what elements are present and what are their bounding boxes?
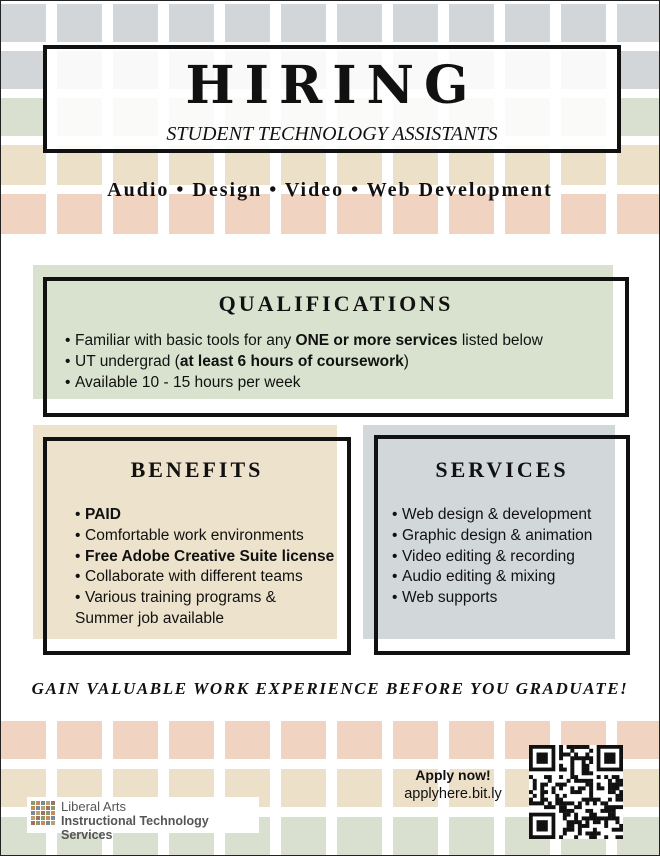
decorative-tile (281, 4, 326, 42)
decorative-tile (113, 721, 158, 759)
services-item-text: Web supports (402, 589, 498, 607)
bullet-icon: • (65, 352, 71, 370)
services-item (392, 547, 592, 568)
benefits-item (75, 609, 334, 630)
decorative-tile (57, 721, 102, 759)
benefits-item-text: Free Adobe Creative Suite license (85, 547, 335, 565)
benefits-item (75, 526, 334, 547)
benefits-box (43, 437, 351, 655)
qualifications-item-text: listed below (457, 332, 543, 349)
benefits-item (75, 505, 334, 526)
apply-now-label: Apply now! (415, 767, 491, 783)
decorative-tile (617, 98, 660, 136)
decorative-tile (1, 4, 46, 42)
decorative-tile (617, 769, 660, 807)
qualifications-box (43, 277, 629, 417)
logo-liberal-arts-text: Liberal Arts (61, 799, 127, 814)
benefits-item (75, 547, 334, 568)
decorative-tile (393, 721, 438, 759)
qualifications-item-text: at least 6 hours of coursework (179, 352, 404, 370)
services-item (392, 505, 592, 526)
decorative-tile (1, 98, 46, 136)
logo-its-text: Instructional Technology Services (61, 814, 209, 842)
decorative-tile (225, 4, 270, 42)
benefits-item-text: Summer job available (75, 609, 225, 627)
qualifications-item-text: Familiar with basic tools for any (75, 332, 296, 349)
decorative-tile (505, 4, 550, 42)
services-item (392, 588, 592, 609)
hiring-title-box (43, 45, 621, 153)
decorative-tile (281, 769, 326, 807)
decorative-tile (337, 817, 382, 855)
services-summary-line: Audio • Design • Video • Web Development (107, 179, 553, 201)
qr-code-icon (529, 745, 623, 839)
benefits-item-text: PAID (85, 506, 121, 523)
services-box (374, 435, 630, 655)
bullet-icon: • (75, 526, 81, 544)
services-item (392, 526, 592, 547)
decorative-tile (617, 51, 660, 89)
decorative-tile (225, 721, 270, 759)
decorative-tile (337, 721, 382, 759)
qualifications-item-text: ) (403, 352, 409, 370)
decorative-tile (337, 4, 382, 42)
decorative-tile (449, 721, 494, 759)
decorative-tile (1, 51, 46, 89)
bullet-icon: • (65, 373, 71, 391)
services-list (392, 505, 592, 609)
bullet-icon: • (392, 547, 398, 565)
decorative-tile (617, 4, 660, 42)
apply-url-link[interactable]: applyhere.bit.ly (404, 786, 502, 802)
qr-code[interactable] (529, 745, 623, 839)
services-item-text: Graphic design & animation (402, 526, 593, 544)
benefits-list (75, 505, 334, 630)
qualifications-item-text: ONE or more services (295, 332, 458, 349)
decorative-tile (169, 721, 214, 759)
bullet-icon: • (75, 568, 81, 586)
benefits-item (75, 588, 334, 609)
laits-logo (27, 797, 259, 842)
decorative-tile (57, 4, 102, 42)
services-item (392, 567, 592, 588)
decorative-tile (449, 817, 494, 855)
decorative-tile (281, 721, 326, 759)
bullet-icon: • (392, 526, 398, 544)
bullet-icon: • (75, 506, 81, 523)
hiring-heading: HIRING (185, 55, 479, 116)
decorative-tile (1, 721, 46, 759)
bullet-icon: • (392, 589, 398, 607)
qualifications-item-text: UT undergrad ( (75, 352, 180, 370)
qualifications-item (65, 373, 543, 394)
bullet-icon: • (75, 547, 81, 565)
qualifications-item (65, 331, 543, 352)
tile-row (1, 4, 660, 42)
decorative-tile (393, 817, 438, 855)
qualifications-list (65, 331, 543, 393)
decorative-tile (449, 4, 494, 42)
decorative-tile (169, 4, 214, 42)
qualifications-item (65, 352, 543, 373)
benefits-item-text: Various training programs & (85, 589, 276, 607)
benefits-heading: BENEFITS (130, 457, 264, 482)
services-item-text: Video editing & recording (402, 547, 575, 565)
decorative-tile (617, 721, 660, 759)
decorative-tile (393, 4, 438, 42)
position-subtitle: STUDENT TECHNOLOGY ASSISTANTS (166, 123, 498, 145)
decorative-tile (337, 769, 382, 807)
services-heading: SERVICES (435, 457, 569, 482)
decorative-tile (617, 817, 660, 855)
bullet-icon: • (75, 589, 81, 607)
bullet-icon: • (65, 332, 71, 349)
bullet-icon: • (392, 506, 398, 523)
apply-callout (387, 767, 519, 802)
benefits-item-text: Comfortable work environments (85, 526, 304, 544)
tagline: GAIN VALUABLE WORK EXPERIENCE BEFORE YOU GRADUATE! (31, 679, 629, 698)
laits-logo-mark-icon (31, 801, 57, 829)
decorative-tile (113, 4, 158, 42)
decorative-tile (281, 817, 326, 855)
services-item-text: Audio editing & mixing (402, 568, 556, 586)
benefits-item (75, 567, 334, 588)
qualifications-heading: QUALIFICATIONS (218, 291, 454, 316)
services-item-text: Web design & development (402, 506, 592, 523)
benefits-item-text: Collaborate with different teams (85, 568, 303, 586)
bullet-icon: • (392, 568, 398, 586)
qualifications-item-text: Available 10 - 15 hours per week (75, 373, 301, 391)
decorative-tile (561, 4, 606, 42)
